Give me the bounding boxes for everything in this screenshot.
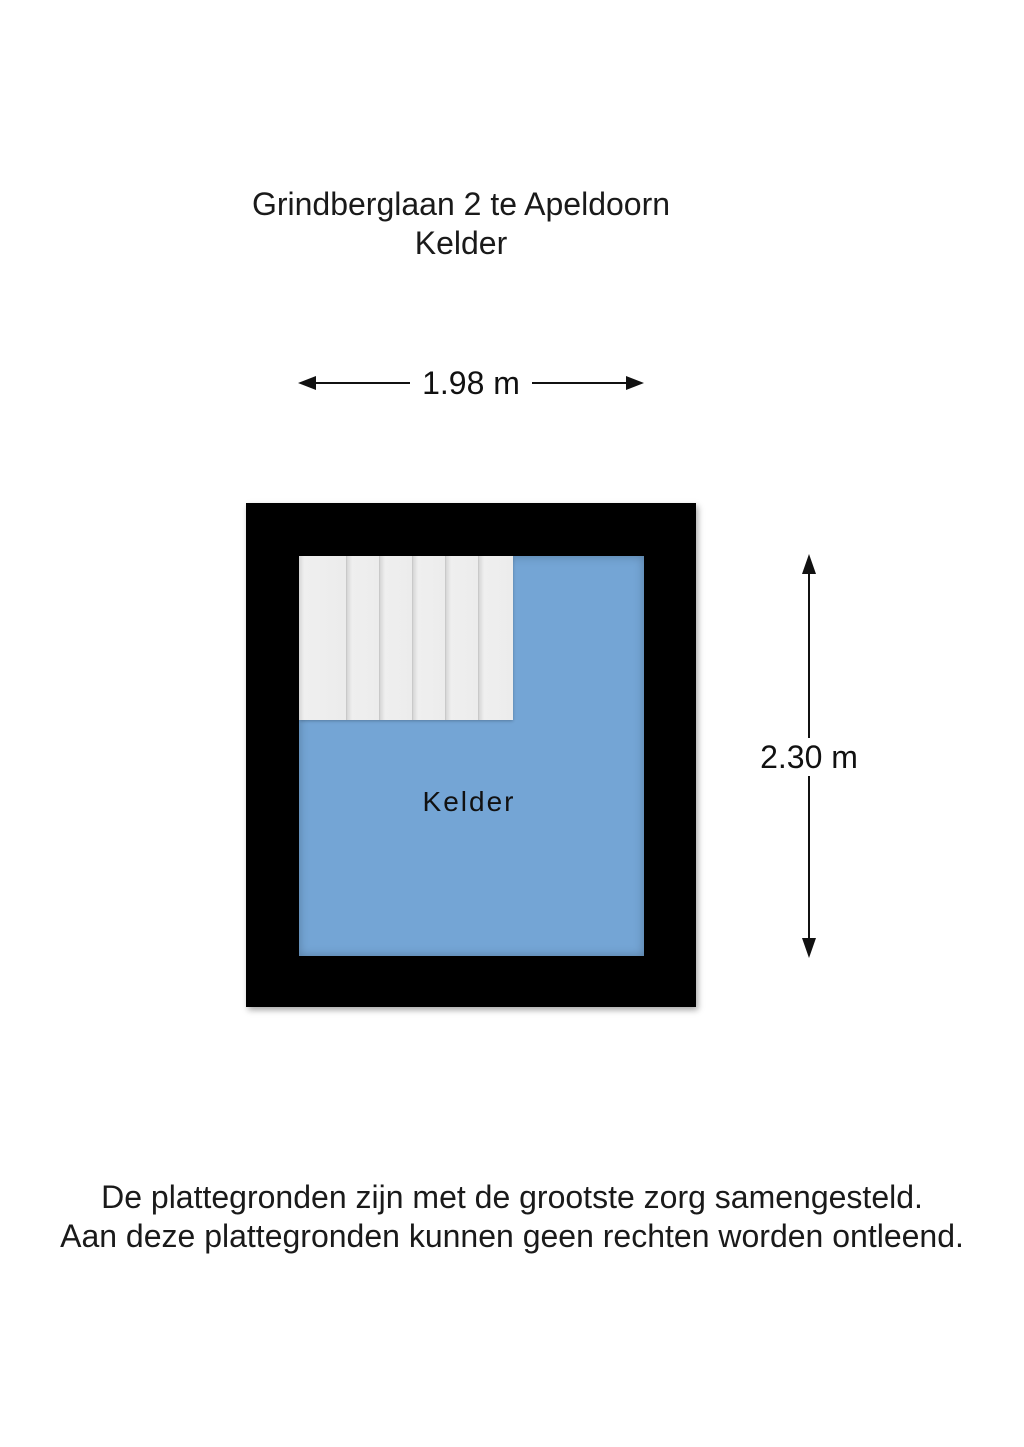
stair-step [379,556,413,720]
dimension-line [808,570,810,738]
width-dimension [298,362,644,404]
room-kelder [299,556,644,956]
room-label: Kelder [422,786,516,817]
height-dimension [756,554,866,958]
stair-step [445,556,479,720]
disclaimer-line-2: Aan deze plattegronden kunnen geen rechten worden ontleend. [60,1218,964,1254]
width-label: 1.98 m [422,365,520,401]
dimension-line [808,776,810,942]
staircase [299,556,512,720]
stair-step [299,556,346,720]
height-label: 2.30 m [756,738,862,776]
arrow-down-icon [802,938,816,958]
stair-step [346,556,380,720]
stair-step [478,556,513,720]
stair-step [412,556,446,720]
dimension-line [532,382,630,384]
floor-plan-walls [246,503,696,1007]
disclaimer-line-1: De plattegronden zijn met de grootste zorg samengesteld. [101,1179,923,1215]
plan-title-address: Grindberglaan 2 te Apeldoorn [251,186,671,222]
dimension-line [312,382,410,384]
arrow-right-icon [626,376,644,390]
plan-title-floor: Kelder [414,225,508,261]
